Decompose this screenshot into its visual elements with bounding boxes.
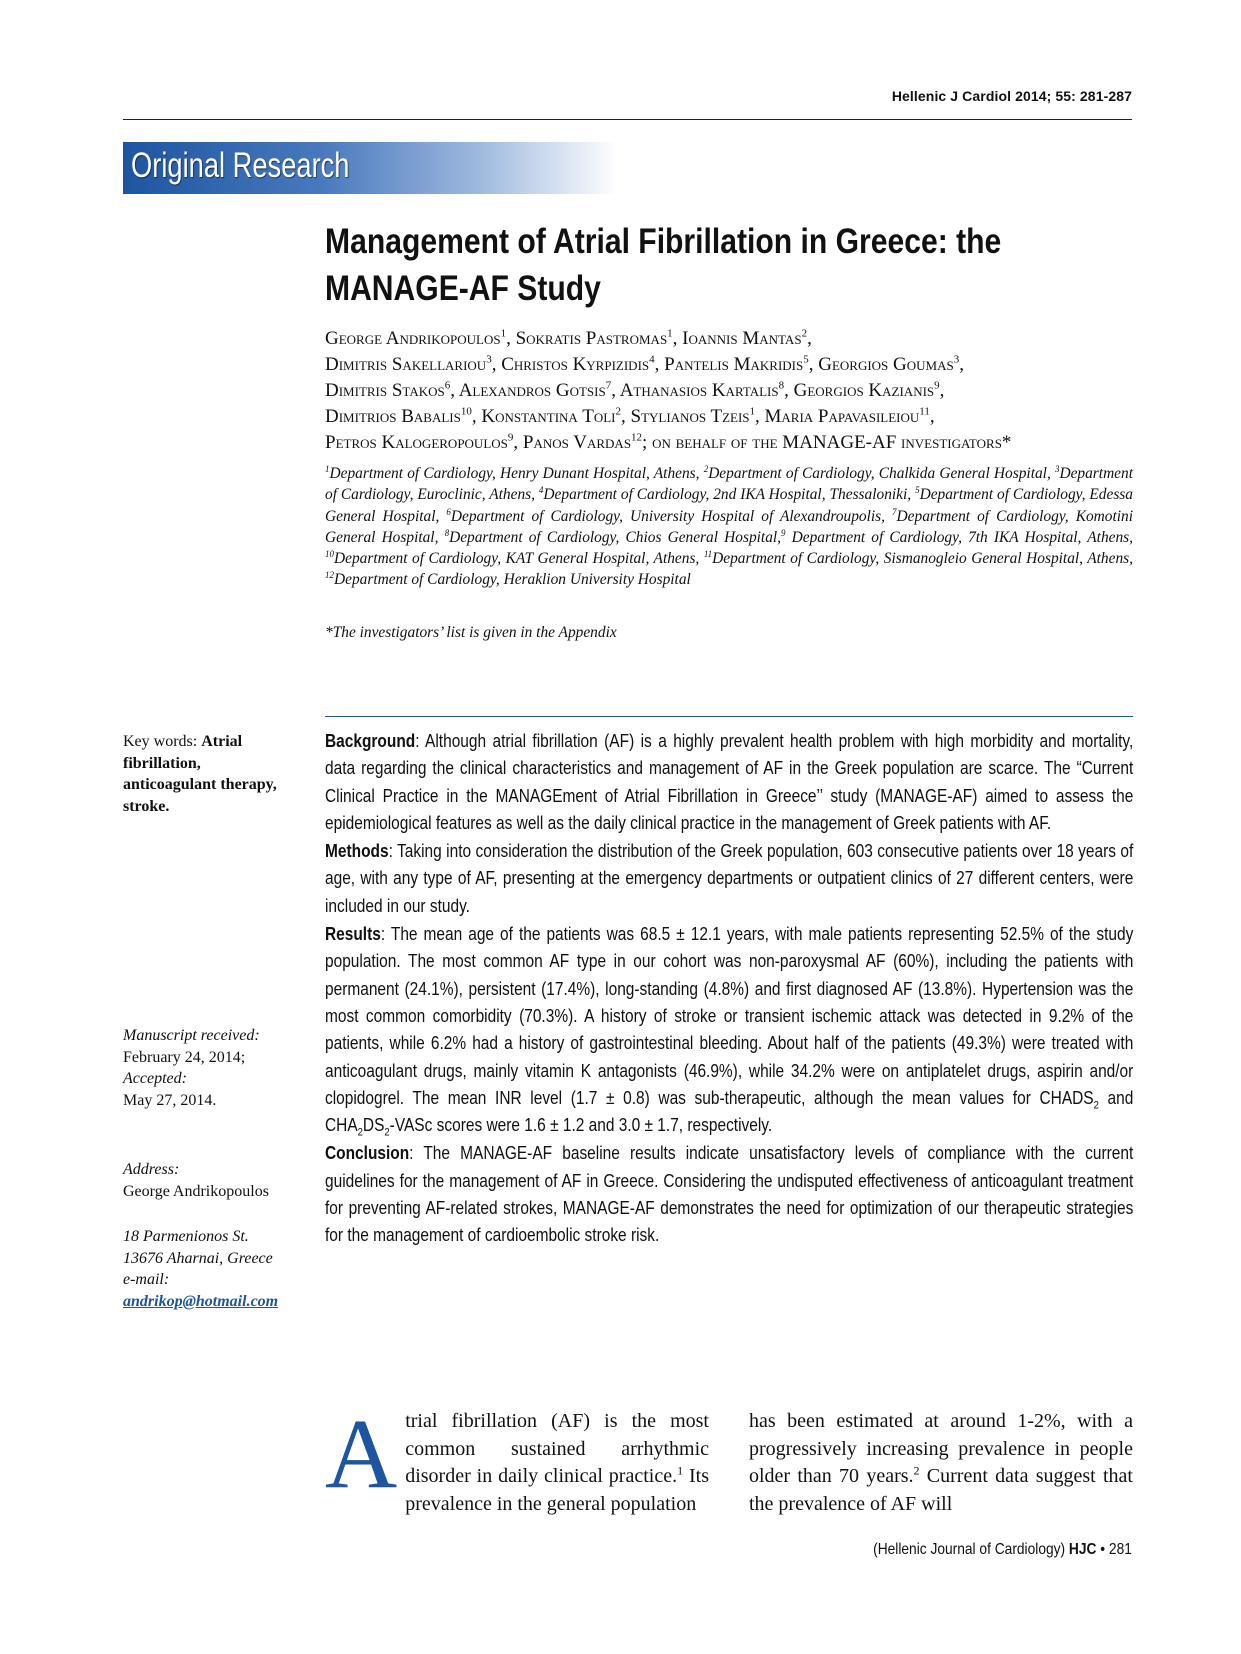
author-name: Petros Kalogeropoulos	[325, 432, 508, 453]
affiliation-number: 4	[538, 485, 544, 496]
affiliation-text: Department of Cardiology, Chalkida General Hospital,	[708, 465, 1055, 482]
body-text: Its prevalence in the general population	[405, 1465, 710, 1515]
author-affiliation-ref: 1	[500, 327, 507, 340]
affiliation-text: Department of Cardiology, 2nd IKA Hospital, Thessaloniki,	[543, 486, 916, 504]
abstract-background	[325, 728, 1133, 837]
footer-journal: (Hellenic Journal of Cardiology)	[873, 1541, 1070, 1558]
author-affiliation-ref: 5	[803, 353, 809, 366]
email-link[interactable]: andrikop@hotmail.com	[123, 1292, 279, 1310]
keywords-block	[123, 731, 298, 817]
author-separator: ,	[513, 432, 523, 453]
author-name: Ioannis Mantas	[682, 328, 802, 349]
address-name: George Andrikopoulos	[123, 1182, 269, 1200]
affiliation-text: Department of Cardiology, Komotini General Hospital,	[325, 507, 1133, 546]
author-affiliation-ref: 2	[801, 327, 808, 340]
affiliation-number: 3	[1054, 463, 1060, 474]
author-affiliation-ref: 6	[444, 379, 451, 392]
conclusion-text: : The MANAGE-AF baseline results indicate unsatisfactory levels of compliance with the current guidelines for the management of AF in Greece. Considering the undisputed effectiveness of anticoagulant treatment for preventing AF-related strokes, MANAGE-AF demonstrates the need for optimization of our therapeutic strategies for the management of cardioembolic stroke risk.	[325, 1143, 1134, 1246]
author-separator: ,	[807, 328, 812, 349]
author-affiliation-ref: 4	[649, 353, 655, 366]
footer-bullet: •	[1096, 1541, 1110, 1558]
affiliation-number: 8	[444, 527, 450, 538]
author-affiliation-ref: 9	[507, 431, 514, 444]
keywords-label: Key words:	[123, 733, 202, 750]
author-affiliation-ref: 3	[953, 353, 960, 366]
affiliation-text: Department of Cardiology, Heraklion University Hospital	[334, 571, 691, 589]
affiliation-text: Department of Cardiology, Edessa General Hospital,	[325, 486, 1133, 525]
section-banner	[123, 142, 618, 194]
affiliation-number: 2	[703, 463, 709, 474]
author-name: Alexandros Gotsis	[458, 380, 606, 401]
author-name: Dimitris Sakellariou	[325, 354, 487, 375]
author-name: Pantelis Makridis	[664, 354, 804, 375]
author-separator: ,	[784, 380, 794, 401]
affiliation-number: 6	[446, 506, 451, 517]
affiliation-text: Department of Cardiology, Sismanogleio General Hospital, Athens,	[712, 550, 1133, 568]
author-separator: ,	[755, 406, 765, 427]
results-subscript: 2	[1093, 1099, 1099, 1112]
received-date: February 24, 2014;	[123, 1048, 246, 1066]
author-separator: ,	[506, 328, 516, 349]
page-number: 281	[1109, 1541, 1132, 1558]
author-separator: ,	[959, 354, 964, 375]
affiliation-text: Department of Cardiology, Euroclinic, Athens,	[325, 465, 1133, 504]
body-column-left	[325, 1398, 710, 1518]
affiliation-number: 9	[781, 527, 786, 538]
results-text: and CHA	[325, 1087, 1134, 1136]
citation-ref: 2	[913, 1463, 920, 1478]
results-label: Results	[325, 924, 381, 945]
author-affiliation-ref: 3	[486, 353, 492, 366]
author-affiliation-ref: 1	[749, 405, 756, 418]
appendix-note: *The investigators’ list is given in the Appendix	[325, 624, 617, 641]
methods-text: : Taking into consideration the distribution of the Greek population, 603 consecutive patients over 18 years of age, with any type of AF, presenting at the emergency departments or outpatient clinics of 27 different centers, were included in our study.	[325, 841, 1134, 916]
author-name: Dimitrios Babalis	[325, 406, 461, 427]
received-label: Manuscript received:	[123, 1027, 260, 1044]
author-name: Panos Vardas	[522, 432, 632, 453]
author-name: Maria Papavasileiou	[764, 406, 920, 427]
body-text: trial fibrillation (AF) is the most common sustained arrhythmic disorder in daily clinical practice.	[405, 1410, 709, 1487]
author-affiliation-ref: 10	[460, 405, 472, 418]
author-affiliation-ref: 11	[919, 405, 930, 418]
body-column-right	[749, 1408, 1133, 1518]
author-name: Athanasios Kartalis	[619, 380, 779, 401]
author-name: Georgios Kazianis	[793, 380, 935, 401]
header-rule	[123, 119, 1132, 120]
author-separator: ,	[654, 354, 665, 375]
results-text: -VASc scores were 1.6 ± 1.2 and 3.0 ± 1.7, respectively.	[389, 1115, 773, 1136]
author-name: Georgios Goumas	[818, 354, 954, 375]
affiliation-text: Department of Cardiology, Chios General Hospital,	[449, 528, 782, 546]
journal-reference: Hellenic J Cardiol 2014; 55: 281-287	[891, 88, 1132, 104]
author-separator: ; on behalf of the MANAGE-AF investigators*	[642, 432, 1012, 453]
body-text: Current data suggest that the prevalence of AF will	[749, 1465, 1133, 1515]
affiliation-number: 10	[325, 549, 334, 560]
author-separator: ,	[929, 406, 935, 427]
affiliation-text: Department of Cardiology, University Hospital of Alexandroupolis,	[450, 507, 893, 525]
affiliation-number: 5	[915, 485, 920, 496]
affiliations	[325, 463, 1133, 591]
author-affiliation-ref: 12	[631, 431, 643, 444]
author-name: George Andrikopoulos	[325, 328, 501, 349]
author-name: Konstantina Toli	[481, 406, 616, 427]
page-footer	[873, 1541, 1132, 1559]
abstract-conclusion	[325, 1140, 1133, 1249]
author-affiliation-ref: 9	[934, 379, 940, 392]
section-label: Original Research	[131, 146, 350, 185]
author-separator: ,	[491, 354, 502, 375]
abstract-results	[325, 921, 1133, 1139]
address-details	[123, 1226, 303, 1312]
background-label: Background	[325, 731, 416, 751]
background-text: : Although atrial fibrillation (AF) is a highly prevalent health problem with high morbidity and mortality, data regarding the clinical characteristics and management of AF in the Greek population are scarce. The “Current Clinical Practice in the MANAGEment of Atrial Fibrillation in Greece’’ study (MANAGE-AF) aimed to assess the epidemiological features as well as the daily clinical practice in the management of Greek patients with AF.	[325, 731, 1134, 833]
conclusion-label: Conclusion	[325, 1143, 410, 1164]
drop-cap: A	[325, 1398, 398, 1509]
author-name: Dimitris Stakos	[325, 380, 445, 401]
author-name: Christos Kyrpizidis	[501, 354, 650, 375]
citation-ref: 1	[677, 1463, 684, 1478]
affiliation-text: Department of Cardiology, 7th IKA Hospital, Athens,	[785, 528, 1133, 546]
author-name: Sokratis Pastromas	[515, 328, 668, 349]
author-affiliation-ref: 8	[778, 379, 785, 392]
address-city: 13676 Aharnai, Greece	[123, 1249, 273, 1267]
affiliation-text: Department of Cardiology, KAT General Hospital, Athens,	[334, 550, 704, 568]
author-separator: ,	[621, 406, 631, 427]
author-affiliation-ref: 1	[667, 327, 673, 340]
keywords: Atrial fibrillation, anticoagulant therapy, stroke.	[123, 733, 277, 815]
author-separator: ,	[808, 354, 819, 375]
author-affiliation-ref: 2	[615, 405, 621, 418]
accepted-label: Accepted:	[123, 1070, 187, 1087]
article-title: Management of Atrial Fibrillation in Greece: the MANAGE-AF Study	[325, 222, 1002, 308]
footer-abbr: HJC	[1069, 1541, 1097, 1558]
results-subscript: 2	[384, 1126, 390, 1139]
results-subscript: 2	[357, 1126, 363, 1139]
abstract-rule	[325, 716, 1133, 717]
affiliation-number: 1	[325, 463, 330, 474]
address-block	[123, 1159, 298, 1202]
manuscript-dates	[123, 1025, 298, 1111]
results-text: : The mean age of the patients was 68.5 ± 12.1 years, with male patients representing 52.5% of the study population. The most common AF type in our cohort was non-paroxysmal AF (60%), including the patients with permanent (24.1%), persistent (17.4%), long-standing (4.8%) and first diagnosed AF (13.8%). Hypertension was the most common comorbidity (70.3%). A history of stroke or transient ischemic attack was detected in 9.2% of the patients, while 6.2% had a history of gastrointestinal bleeding. About half of the patients (49.3%) were treated with anticoagulant drugs, mainly vitamin K antagonists (46.9%), while 34.2% were on antiplatelet drugs, aspirin and/or clopidogrel. The mean INR level (1.7 ± 0.8) was sub-therapeutic, although the mean values for CHADS	[325, 924, 1134, 1108]
accepted-date: May 27, 2014.	[123, 1091, 217, 1109]
body-text: has been estimated at around 1-2%, with a progressively increasing prevalence in people older than 70 years.	[749, 1410, 1133, 1487]
methods-label: Methods	[325, 841, 389, 862]
affiliation-number: 11	[703, 549, 713, 560]
author-separator: ,	[672, 328, 683, 349]
address-street: 18 Parmenionos St.	[123, 1228, 249, 1245]
results-text: DS	[362, 1115, 385, 1136]
author-name: Stylianos Tzeis	[630, 406, 750, 427]
author-affiliation-ref: 7	[605, 379, 612, 392]
affiliation-number: 12	[325, 570, 334, 581]
address-label: Address:	[123, 1161, 180, 1178]
abstract-methods	[325, 838, 1133, 920]
affiliation-number: 7	[892, 506, 897, 517]
author-list	[325, 326, 1135, 456]
author-separator: ,	[939, 380, 945, 401]
email-label: e-mail:	[123, 1271, 170, 1288]
author-separator: ,	[450, 380, 459, 401]
affiliation-text: Department of Cardiology, Henry Dunant Hospital, Athens,	[329, 465, 704, 482]
author-separator: ,	[471, 406, 482, 427]
author-separator: ,	[611, 380, 620, 401]
abstract	[325, 728, 1133, 1251]
